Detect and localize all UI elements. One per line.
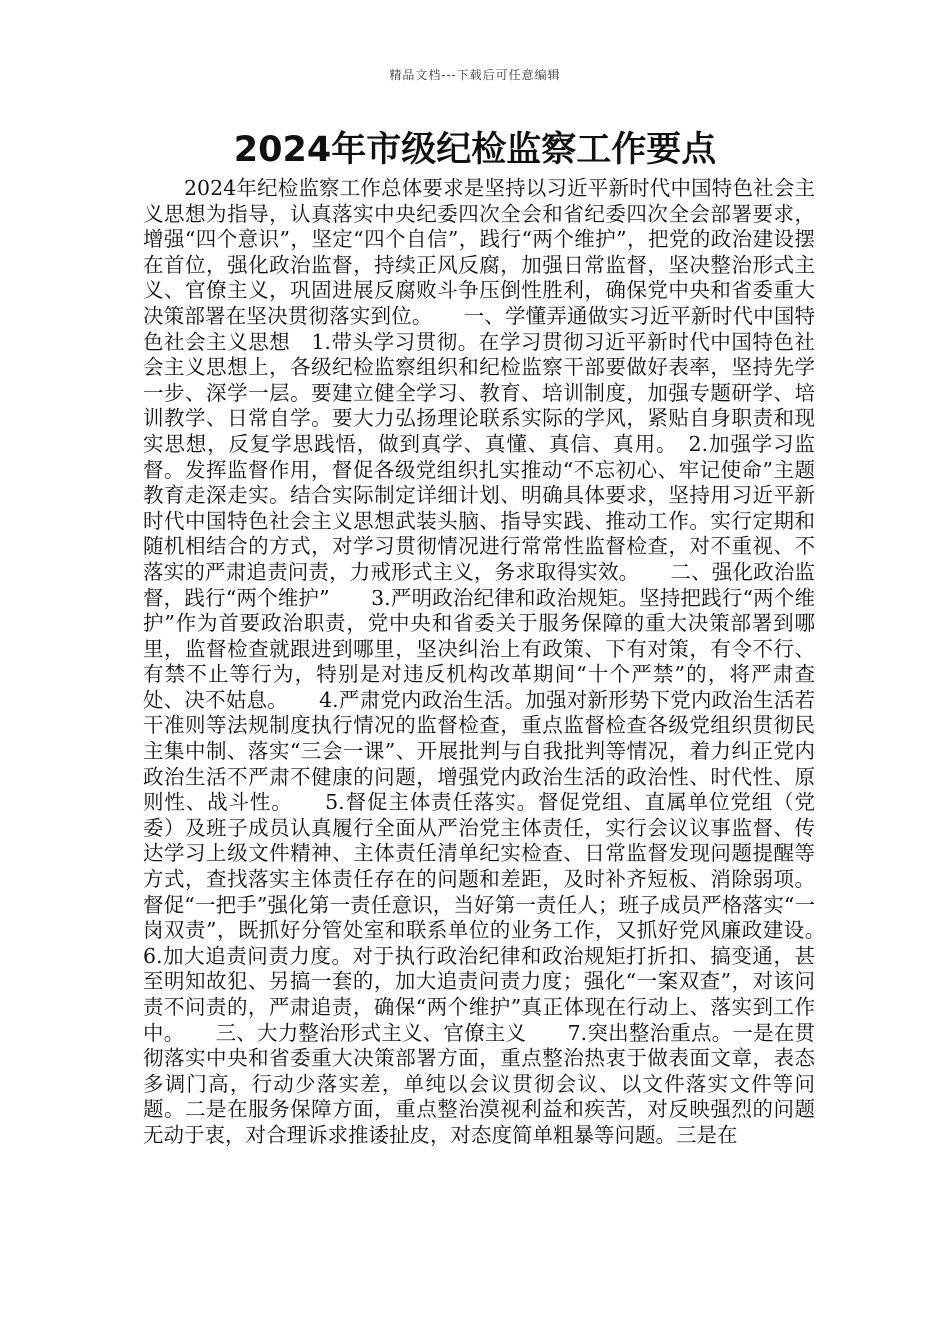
header-note: 精品文档---下载后可任意编辑: [389, 68, 561, 82]
document-title: 2024年市级纪检监察工作要点: [233, 130, 717, 170]
document-body-paragraph: 2024年纪检监察工作总体要求是坚持以习近平新时代中国特色社会主义思想为指导，认真落实中央纪委四次全会和省纪委四次全会部署要求，增强“四个意识”，坚定“四个自信”，践行“两个维护”，把党的政治建设摆在首位，强化政治监督，持续正风反腐，加强日常监督，坚决整治形式主义、官僚主义，巩固进展反腐败斗争压倒性胜利，确保党中央和省委重大决策部署在坚决贯彻落实到位。 一、学懂弄通做实习近平新时代中国特色社会主义思想 1.带头学习贯彻。在学习贯彻习近平新时代中国特色社会主义思想上，各级纪检监察组织和纪检监察干部要做好表率，坚持先学一步、深学一层。要建立健全学习、教育、培训制度，加强专题研学、培训教学、日常自学。要大力弘扬理论联系实际的学风，紧贴自身职责和现实思想，反复学思践悟，做到真学、真懂、真信、真用。 2.加强学习监督。发挥监督作用，督促各级党组织扎实推动“不忘初心、牢记使命”主题教育走深走实。结合实际制定详细计划、明确具体要求，坚持用习近平新时代中国特色社会主义思想武装头脑、指导实践、推动工作。实行定期和随机相结合的方式，对学习贯彻情况进行常常性监督检查，对不重视、不落实的严肃追责问责，力戒形式主义，务求取得实效。 二、强化政治监督，践行“两个维护” 3.严明政治纪律和政治规矩。坚持把践行“两个维护”作为首要政治职责，党中央和省委关于服务保障的重大决策部署到哪里，监督检查就跟进到哪里，坚决纠治上有政策、下有对策，有令不行、有禁不止等行为，特别是对违反机构改革期间“十个严禁”的，将严肃查处、决不姑息。 4.严肃党内政治生活。加强对新形势下党内政治生活若干准则等法规制度执行情况的监督检查，重点监督检查各级党组织贯彻民主集中制、落实“三会一课”、开展批判与自我批判等情况，着力纠正党内政治生活不严肃不健康的问题，增强党内政治生活的政治性、时代性、原则性、战斗性。 5.督促主体责任落实。督促党组、直属单位党组（党委）及班子成员认真履行全面从严治党主体责任，实行会议议事监督、传达学习上级文件精神、主体责任清单纪实检查、日常监督发现问题提醒等方式，查找落实主体责任存在的问题和差距，及时补齐短板、消除弱项。督促“一把手”强化第一责任意识，当好第一责任人；班子成员严格落实“一岗双责”，既抓好分管处室和联系单位的业务工作，又抓好党风廉政建设。 6.加大追责问责力度。对于执行政治纪律和政治规矩打折扣、搞变通，甚至明知故犯、另搞一套的，加大追责问责力度；强化“一案双查”，对该问责不问责的，严肃追责，确保“两个维护”真正体现在行动上、落实到工作中。 三、大力整治形式主义、官僚主义 7.突出整治重点。一是在贯彻落实中央和省委重大决策部署方面，重点整治热衷于做表面文章，表态多调门高，行动少落实差，单纯以会议贯彻会议、以文件落实文件等问题。二是在服务保障方面，重点整治漠视利益和疾苦，对反映强烈的问题无动于衷，对合理诉求推诿扯皮，对态度简单粗暴等问题。三是在: [143, 176, 856, 1147]
